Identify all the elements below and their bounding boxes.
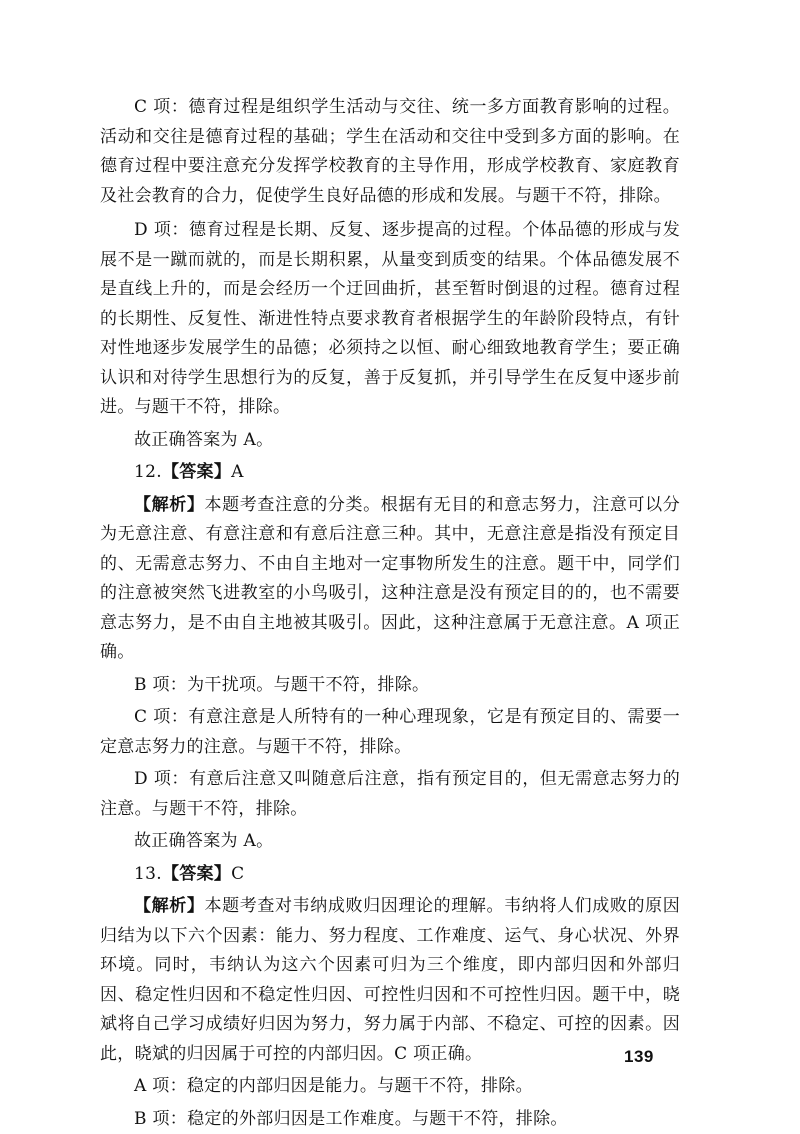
question-13-analysis — [100, 892, 680, 1069]
paragraph-option-d-moral-education: D 项：德育过程是长期、反复、逐步提高的过程。个体品德的形成与发展不是一蹴而就的，而是长期积累，从量变到质变的结果。个体品德发展不是直线上升的，而是会经历一个迂回曲折，甚至暂时倒退的过程。德育过程的长期性、反复性、渐进性特点要求教育者根据学生的年龄阶段特点，有针对性地逐步发展学生的品德；必须持之以恒、耐心细致地教育学生；要正确认识和对待学生思想行为的反复，善于反复抓，并引导学生在反复中逐步前进。与题干不符，排除。 — [100, 216, 680, 423]
question-12-option-c: C 项：有意注意是人所特有的一种心理现象，它是有预定目的、需要一定意志努力的注意。与题干不符，排除。 — [100, 703, 680, 762]
question-12-answer-line — [100, 458, 680, 488]
question-12-analysis-label: 【解析】 — [134, 495, 205, 515]
paragraph-option-c-moral-education: C 项：德育过程是组织学生活动与交往、统一多方面教育影响的过程。活动和交往是德育过程的基础；学生在活动和交往中受到多方面的影响。在德育过程中要注意充分发挥学校教育的主导作用，形成学校教育、家庭教育及社会教育的合力，促使学生良好品德的形成和发展。与题干不符，排除。 — [100, 93, 680, 211]
question-13-analysis-text: 本题考查对韦纳成败归因理论的理解。韦纳将人们成败的原因归结为以下六个因素：能力、努力程度、工作难度、运气、身心状况、外界环境。同时，韦纳认为这六个因素可归为三个维度，即内部归因和外部归因、稳定性归因和不稳定性归因、可控性归因和不可控性归因。题干中，晓斌将自己学习成绩好归因为努力，努力属于内部、不稳定、可控的因素。因此，晓斌的归因属于可控的内部归因。C 项正确。 — [100, 896, 680, 1064]
paragraph-answer-11-conclusion: 故正确答案为 A。 — [100, 426, 680, 456]
question-13-answer-value: C — [231, 864, 244, 884]
question-12-option-d: D 项：有意后注意又叫随意后注意，指有预定目的，但无需意志努力的注意。与题干不符，排除。 — [100, 765, 680, 824]
question-13-option-a: A 项：稳定的内部归因是能力。与题干不符，排除。 — [100, 1072, 680, 1102]
question-13-analysis-label: 【解析】 — [134, 896, 205, 916]
question-13-answer-line — [100, 860, 680, 890]
question-13-option-b: B 项：稳定的外部归因是工作难度。与题干不符，排除。 — [100, 1105, 680, 1134]
question-12-analysis — [100, 491, 680, 668]
page-number: 139 — [624, 1047, 654, 1067]
question-13-number: 13. — [134, 864, 162, 884]
question-12-conclusion: 故正确答案为 A。 — [100, 827, 680, 857]
question-12-analysis-text: 本题考查注意的分类。根据有无目的和意志努力，注意可以分为无意注意、有意注意和有意后注意三种。其中，无意注意是指没有预定目的、无需意志努力、不由自主地对一定事物所发生的注意。题干中，同学们的注意被突然飞进教室的小鸟吸引，这种注意是没有预定目的的，也不需要意志努力，是不由自主地被其吸引。因此，这种注意属于无意注意。A 项正确。 — [100, 495, 680, 663]
question-12-option-b: B 项：为干扰项。与题干不符，排除。 — [100, 671, 680, 701]
page-body — [100, 93, 680, 1134]
question-12-answer-label: 【答案】 — [162, 462, 231, 482]
question-12-number: 12. — [134, 462, 162, 482]
question-13-answer-label: 【答案】 — [162, 864, 231, 884]
question-12-answer-value: A — [231, 462, 244, 482]
